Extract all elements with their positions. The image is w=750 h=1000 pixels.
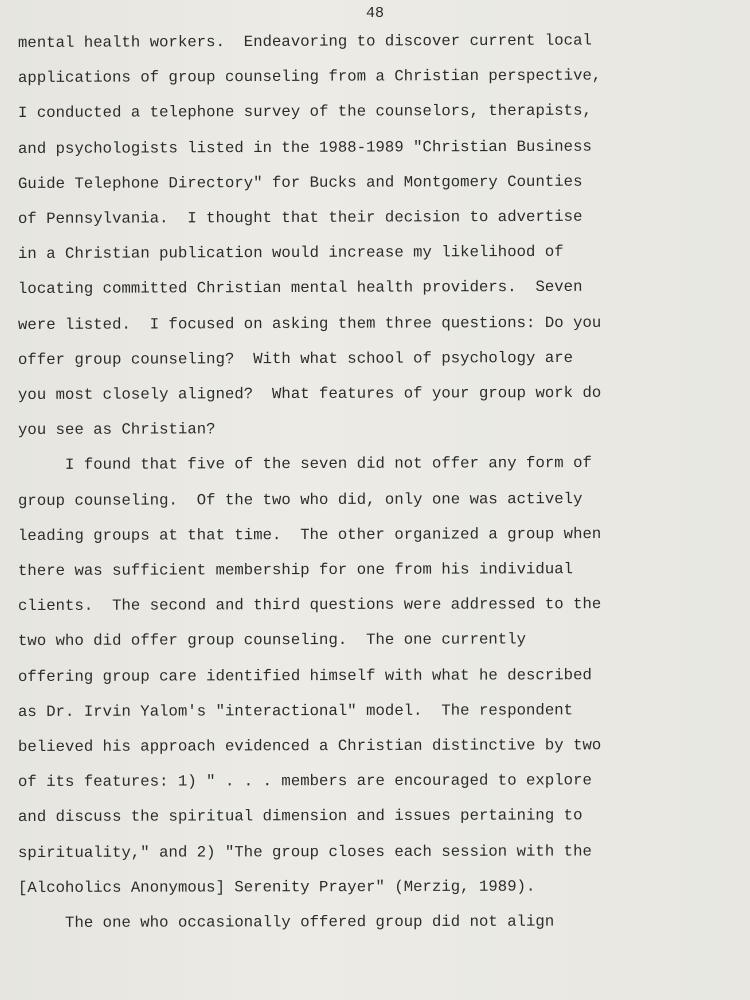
- text-line: offering group care identified himself with what he described: [17, 665, 592, 686]
- text-line: mental health workers. Endeavoring to discover current local: [17, 31, 592, 52]
- text-line: and discuss the spiritual dimension and issues pertaining to: [17, 806, 583, 827]
- text-line: The one who occasionally offered group did not align: [17, 912, 555, 932]
- text-line: you most closely aligned? What features of your group work do: [17, 383, 602, 404]
- text-line: of Pennsylvania. I thought that their decision to advertise: [17, 207, 583, 228]
- text-line: offer group counseling? With what school of psychology are: [17, 348, 574, 369]
- text-line: in a Christian publication would increase my likelihood of: [17, 243, 564, 264]
- text-line: [Alcoholics Anonymous] Serenity Prayer" (Merzig, 1989).: [17, 877, 536, 897]
- text-line: of its features: 1) " . . . members are encouraged to explore: [17, 771, 592, 792]
- text-line: and psychologists listed in the 1988-1989 "Christian Business: [17, 137, 592, 158]
- text-line: leading groups at that time. The other organized a group when: [17, 524, 602, 545]
- text-line: as Dr. Irvin Yalom's "interactional" model. The respondent: [17, 701, 574, 721]
- text-line: I found that five of the seven did not offer any form of: [17, 454, 592, 475]
- page-number: 48: [365, 5, 384, 22]
- text-line: you see as Christian?: [17, 420, 216, 440]
- text-line: believed his approach evidenced a Christian distinctive by two: [17, 736, 602, 756]
- text-line: clients. The second and third questions were addressed to the: [17, 595, 602, 616]
- text-line: spirituality," and 2) "The group closes each session with the: [17, 842, 592, 862]
- text-line: were listed. I focused on asking them three questions: Do you: [17, 313, 602, 334]
- text-line: two who did offer group counseling. The one currently: [17, 630, 527, 651]
- text-line: applications of group counseling from a Christian perspective,: [17, 66, 602, 88]
- text-line: group counseling. Of the two who did, only one was actively: [17, 489, 583, 510]
- text-line: Guide Telephone Directory" for Bucks and Montgomery Counties: [17, 172, 583, 193]
- text-line: there was sufficient membership for one from his individual: [17, 560, 574, 580]
- text-line: I conducted a telephone survey of the counselors, therapists,: [17, 101, 592, 123]
- text-line: locating committed Christian mental health providers. Seven: [17, 278, 583, 299]
